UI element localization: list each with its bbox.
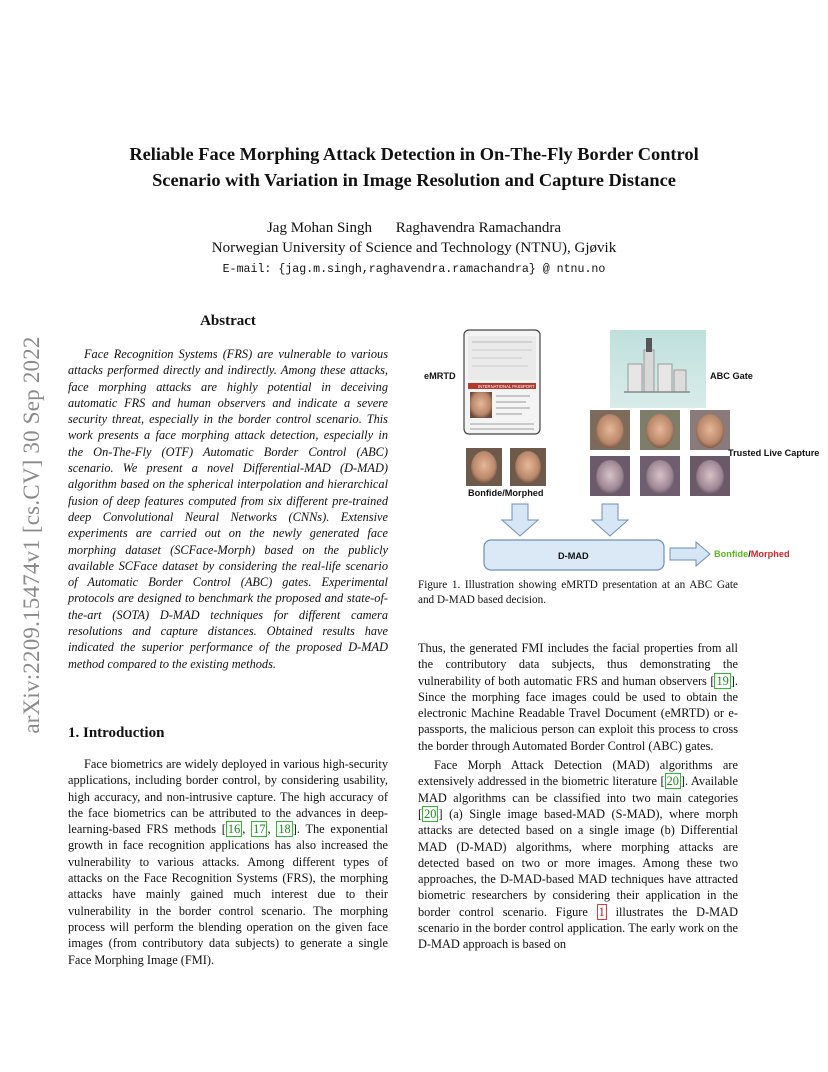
arrow-down-left	[502, 504, 538, 536]
intro-text: Face biometrics are widely deployed in various high-security applications, including border control, by considering usability, high accuracy, and non-intrusive capture. The high accuracy of the face biometrics can be attributed to the advances in deep-learning-based FRS methods [ 16 , 17 , 18 ]. The exponential growth in face recognition applications has also increased the vulnerability to various attacks. Among different types of attacks on the Face Recognition Systems (FRS), the morphing attacks have mainly gained much interest due to their vulnerability in the border control scenario. The morphing process will perform the blending operation on the given face images (from contributory data subjects) to generate a single Face Morphing Image (FMI).	[68, 757, 389, 967]
title-line-1: Reliable Face Morphing Attack Detection in On-The-Fly Border Control	[129, 144, 699, 164]
citation-link[interactable]: 16	[227, 822, 241, 837]
label-trusted-live-capture: Trusted Live Capture	[728, 448, 820, 458]
citation-link[interactable]: 19	[716, 673, 729, 688]
output-label	[714, 549, 790, 559]
output-bonfide: Bonfide	[714, 549, 749, 559]
citation-link[interactable]: 20	[666, 774, 679, 789]
title-line-2: Scenario with Variation in Image Resolution and Capture Distance	[152, 170, 676, 190]
paper-title	[80, 141, 748, 193]
abc-gate-image	[610, 330, 706, 408]
figure-caption: Figure 1. Illustration showing eMRTD presentation at an ABC Gate and D-MAD based decision.	[418, 579, 738, 606]
email: E-mail: {jag.m.singh,raghavendra.ramachandra} @ ntnu.no	[222, 263, 606, 276]
citation-link[interactable]: 18	[278, 822, 291, 837]
abstract-text: Face Recognition Systems (FRS) are vulnerable to various attacks performed directly and indirectly. Among these attacks, face morphing attacks are highly potential in deceiving automatic FRS and human observers and indicate a severe security threat, especially in the border control scenario. This work presents a face morphing attack detection, especially in the On-The-Fly (OTF) Automatic Border Control (ABC) scenario. We present a novel Differential-MAD (D-MAD) algorithm based on the spherical interpolation and hierarchical fusion of deep features computed from six different pre-trained deep Convolutional Neural Networks (CNNs). Extensive experiments are carried out on the newly generated face morphing dataset (SCFace-Morph) based on the publicly available SCFace dataset by considering the real-life scenario of Automatic Border Control (ABC) gates. Experimental protocols are designed to benchmark the proposed and state-of-the-art (SOTA) D-MAD techniques for different camera resolutions and capture distances. Obtained results have indicated the superior performance of the proposed D-MAD method compared to the existing methods.	[68, 347, 388, 671]
author-names	[80, 218, 748, 238]
author-block	[80, 218, 748, 280]
figure-1	[418, 326, 828, 576]
label-dmad: D-MAD	[558, 551, 589, 561]
citation-link[interactable]: 17	[253, 822, 266, 837]
output-separator: /	[748, 549, 751, 559]
right-column-text	[418, 640, 738, 956]
passport-title: INTERNATIONAL PASSPORT	[478, 384, 535, 389]
arxiv-stamp-text: arXiv:2209.15474v1 [cs.CV] 30 Sep 2022	[19, 336, 44, 734]
passport-image	[464, 330, 540, 434]
author-1: Jag Mohan Singh	[266, 220, 372, 236]
label-abc-gate: ABC Gate	[710, 371, 753, 381]
label-emrtd: eMRTD	[424, 371, 456, 381]
paragraph: Thus, the generated FMI includes the facial properties from all the contributory data subjects, thus demonstrating the vulnerability of both automatic FRS and human observers [ 19 ]. Since the morphing face images could be used to obtain the electronic Machine Readable Travel Document (eMRTD) or e-passports, the malicious person can exploit this process to cross the border through Automated Border Control (ABC) gates.	[418, 641, 738, 753]
citation-link[interactable]: 20	[424, 806, 437, 821]
abstract-heading: Abstract	[200, 313, 256, 329]
arrow-down-right	[592, 504, 628, 536]
intro-heading: 1. Introduction	[68, 725, 165, 741]
passport-faces	[466, 448, 546, 486]
live-capture-faces	[590, 410, 730, 496]
affiliation: Norwegian University of Science and Technology (NTNU), Gjøvik	[211, 240, 617, 256]
figure-ref-link[interactable]: 1	[598, 904, 605, 919]
output-morphed: Morphed	[750, 549, 790, 559]
intro-para-part: Face biometrics are widely deployed in various high-security applications, including border control, by considering usability, high accuracy, and non-intrusive capture. The high accuracy of the face biometrics can be attributed to the advances in deep-learning-based FRS methods	[68, 757, 388, 837]
arxiv-stamp	[12, 300, 52, 770]
intro-para-part: . The exponential growth in face recognition applications has also increased the vulnerability to various attacks. Among different types of attacks on the Face Recognition Systems (FRS), the morphing attacks have mainly gained much interest due to their vulnerability in the border control scenario. The morphing process will perform the blending operation on the given face images (from contributory data subjects) to generate a single Face Morphing Image (FMI).	[68, 822, 389, 967]
paragraph: Face Morph Attack Detection (MAD) algorithms are extensively addressed in the biometric literature [ 20 ]. Available MAD algorithms can be classified into two main categories [ 20 ] (a) Single image based-MAD (S-MAD), where morph attacks are detected based on a single image (b) Differential MAD (D-MAD) algorithms, where morphing attacks are detected based on two or more images. Among these two approaches, the D-MAD-based MAD techniques have attracted biometric researchers by considering their application in the border control scenario. Figure 1 illustrates the D-MAD scenario in the border control application. The early work on the D-MAD approach is based on	[418, 758, 739, 952]
arrow-right	[670, 542, 710, 566]
author-2: Raghavendra Ramachandra	[395, 220, 562, 236]
label-bonfide-morphed: Bonfide/Morphed	[468, 488, 544, 498]
